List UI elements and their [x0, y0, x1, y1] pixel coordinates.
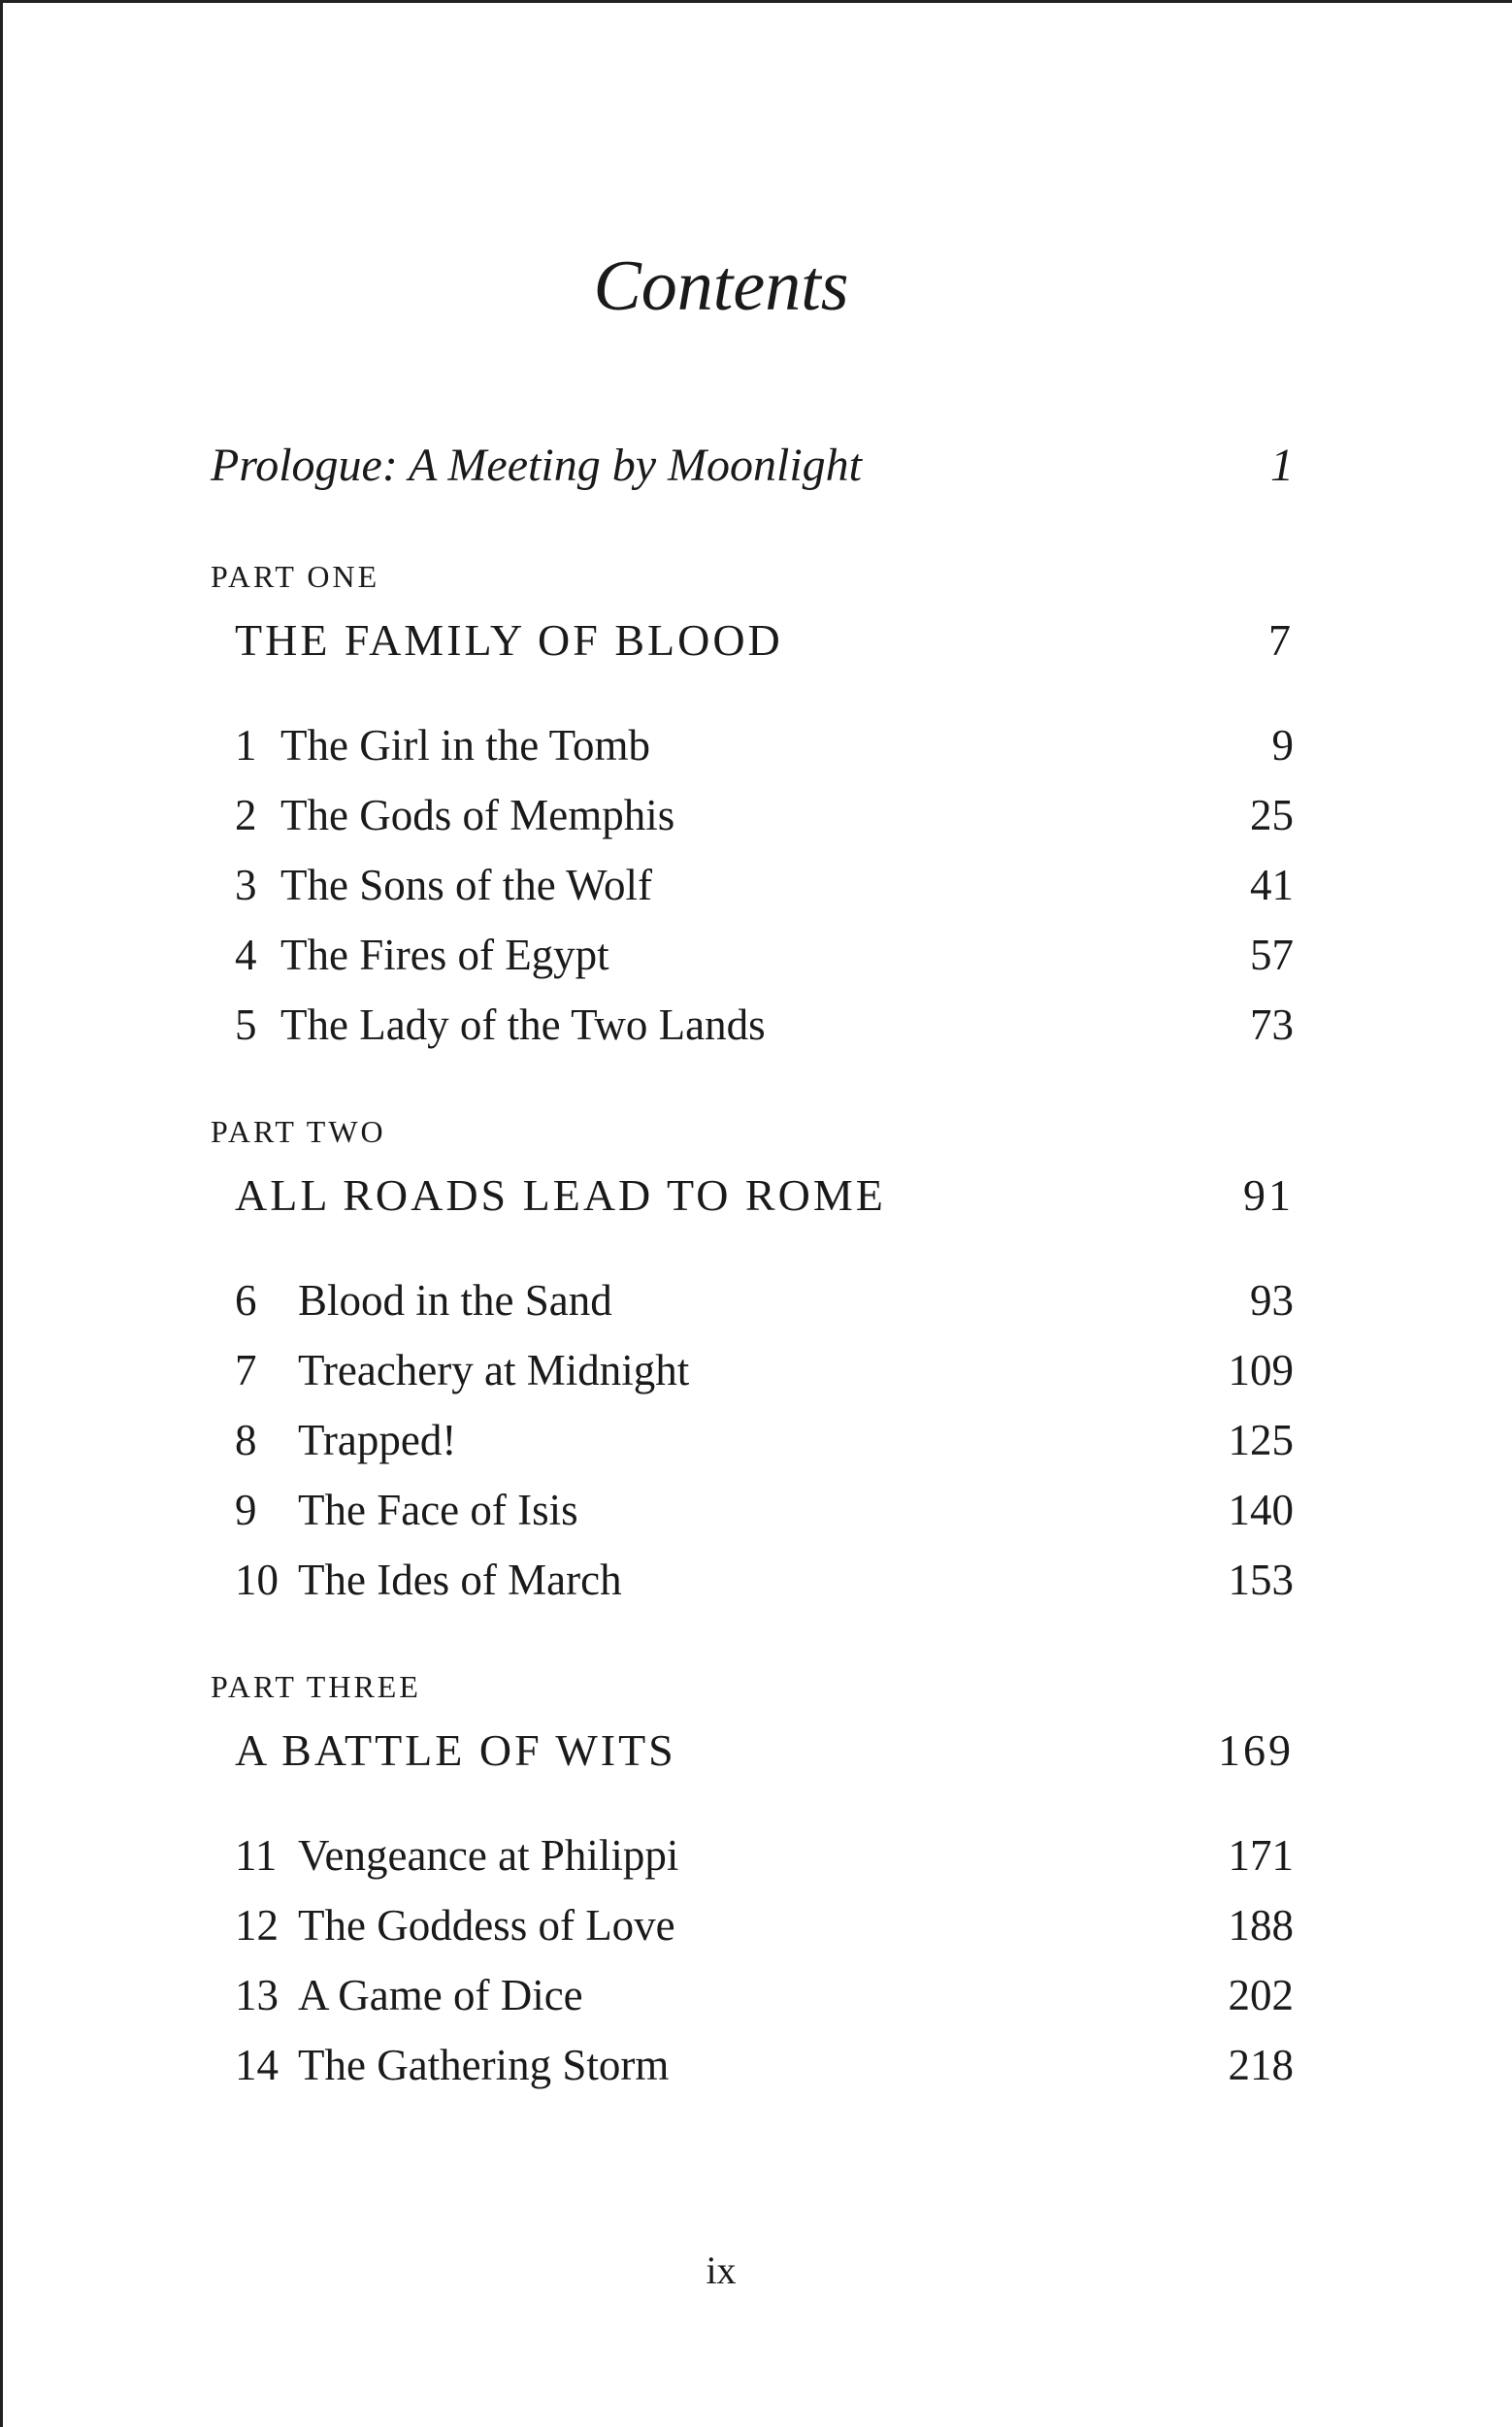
chapter-title: Vengeance at Philippi: [298, 1831, 679, 1880]
part-three-label: PART THREE: [211, 1669, 421, 1704]
chapter-title: Trapped!: [298, 1416, 457, 1464]
part-two-page-number: 91: [1243, 1170, 1294, 1220]
chapter-number: 14: [235, 2041, 279, 2089]
chapter-number: 11: [235, 1831, 278, 1880]
part-one-label: PART ONE: [211, 559, 380, 594]
chapter-number: 10: [235, 1556, 279, 1604]
chapter-title: The Ides of March: [298, 1556, 622, 1604]
chapter-number: 4: [235, 931, 257, 979]
toc-entry-part-three: [211, 1722, 1294, 1784]
chapter-page-number: 218: [1228, 2041, 1294, 2089]
prologue-page-number: 1: [1270, 440, 1294, 491]
chapter-title: The Gods of Memphis: [280, 791, 675, 839]
chapter-number: 13: [235, 1971, 279, 2019]
part-three-page-number: 169: [1218, 1725, 1294, 1775]
chapter-page-number: 41: [1250, 861, 1294, 909]
chapter-number: 3: [235, 861, 257, 909]
chapter-page-number: 140: [1228, 1486, 1294, 1534]
toc-entry-chapter: [211, 996, 1294, 1058]
scan-edge-top: [0, 0, 1512, 3]
chapter-page-number: 202: [1228, 1971, 1294, 2019]
toc-entry-chapter: [211, 786, 1294, 848]
chapter-title: A Game of Dice: [298, 1971, 583, 2019]
chapter-page-number: 57: [1250, 931, 1294, 979]
chapter-number: 6: [235, 1276, 257, 1325]
chapter-title: The Fires of Egypt: [280, 931, 609, 979]
chapter-number: 5: [235, 1000, 257, 1049]
toc-entry-chapter: [211, 1271, 1294, 1333]
part-two-title: ALL ROADS LEAD TO ROME: [235, 1170, 886, 1220]
toc-entry-part-one: [211, 611, 1294, 673]
toc-entry-chapter: [211, 2036, 1294, 2098]
toc-entry-chapter: [211, 1341, 1294, 1403]
part-one-page-number: 7: [1268, 615, 1294, 665]
part-three-title: A BATTLE OF WITS: [235, 1725, 676, 1775]
chapter-title: The Gathering Storm: [298, 2041, 670, 2089]
page-folio: ix: [706, 2248, 737, 2292]
toc-entry-part-two: [211, 1166, 1294, 1229]
toc-entry-chapter: [211, 1551, 1294, 1613]
chapter-page-number: 125: [1228, 1416, 1294, 1464]
chapter-title: The Lady of the Two Lands: [280, 1000, 766, 1049]
toc-entry-chapter: [211, 926, 1294, 988]
chapter-page-number: 25: [1250, 791, 1294, 839]
part-one-title: THE FAMILY OF BLOOD: [235, 615, 783, 665]
part-two-label: PART TWO: [211, 1114, 386, 1149]
chapter-number: 7: [235, 1346, 257, 1394]
chapter-number: 2: [235, 791, 257, 839]
scan-edge-left: [0, 0, 3, 2427]
page-title: Contents: [593, 246, 849, 326]
chapter-title: Treachery at Midnight: [298, 1346, 690, 1394]
chapter-page-number: 171: [1228, 1831, 1294, 1880]
chapter-number: 9: [235, 1486, 257, 1534]
toc-entry-chapter: [211, 1826, 1294, 1888]
chapter-page-number: 188: [1228, 1901, 1294, 1950]
toc-entry-chapter: [211, 1966, 1294, 2028]
toc-entry-chapter: [211, 1411, 1294, 1473]
chapter-page-number: 73: [1250, 1000, 1294, 1049]
toc-entry-chapter: [211, 1896, 1294, 1958]
chapter-page-number: 109: [1228, 1346, 1294, 1394]
prologue-title: Prologue: A Meeting by Moonlight: [211, 440, 862, 491]
toc-entry-chapter: [211, 1481, 1294, 1543]
chapter-page-number: 9: [1271, 721, 1294, 770]
chapter-title: The Goddess of Love: [298, 1901, 675, 1950]
chapter-title: Blood in the Sand: [298, 1276, 612, 1325]
chapter-title: The Sons of the Wolf: [280, 861, 653, 909]
chapter-title: The Face of Isis: [298, 1486, 578, 1534]
toc-entry-chapter: [211, 716, 1294, 778]
chapter-page-number: 153: [1228, 1556, 1294, 1604]
chapter-title: The Girl in the Tomb: [280, 721, 650, 770]
chapter-number: 1: [235, 721, 257, 770]
chapter-number: 12: [235, 1901, 279, 1950]
toc-entry-prologue: [211, 437, 1294, 499]
chapter-number: 8: [235, 1416, 257, 1464]
chapter-page-number: 93: [1250, 1276, 1294, 1325]
toc-entry-chapter: [211, 856, 1294, 918]
